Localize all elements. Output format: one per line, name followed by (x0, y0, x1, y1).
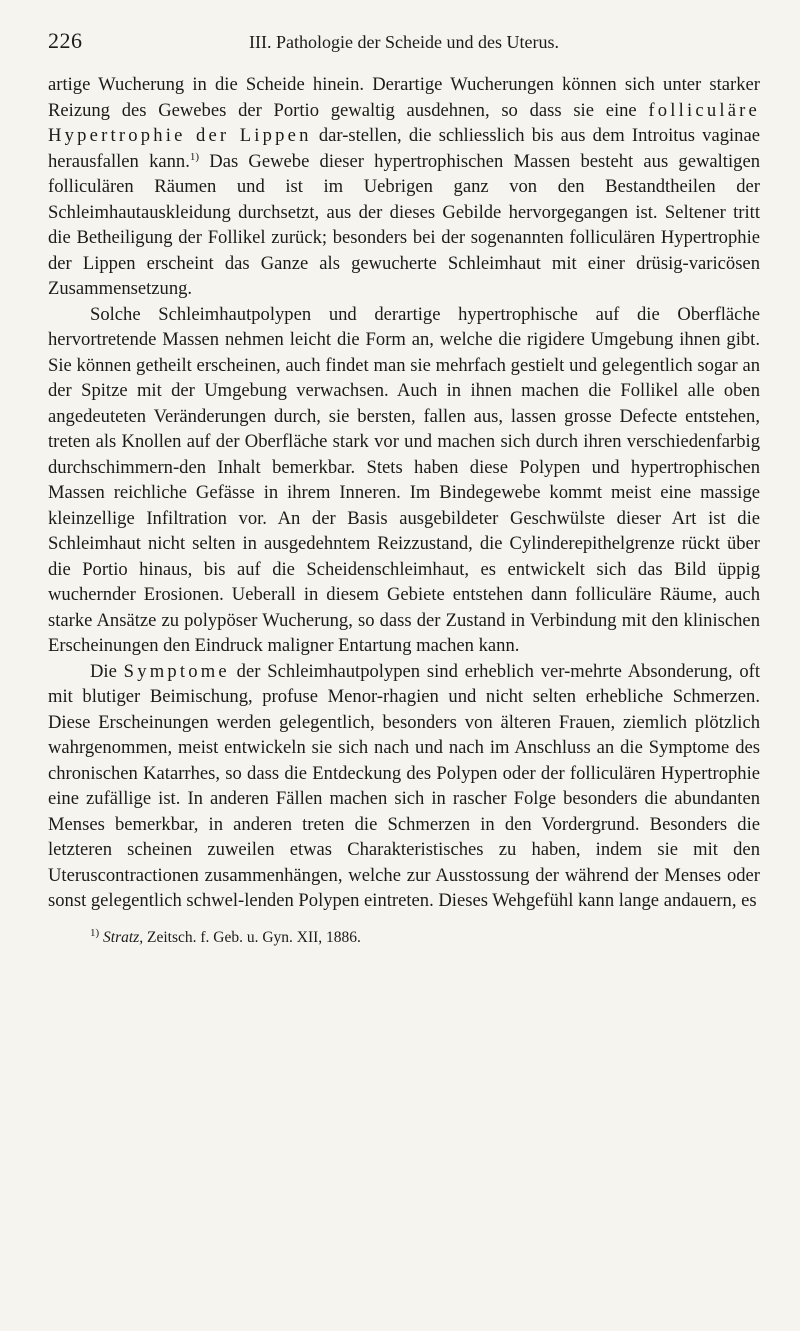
paragraph-1 (48, 72, 760, 302)
paragraph-text: artige Wucherung in die Scheide hinein. Derartige Wucherungen können sich unter starker Reizung des Gewebes der Portio gewaltig ausdehnen, so dass sie eine (48, 74, 760, 121)
running-head (48, 28, 760, 62)
emphasized-term: folliculäre Hypertrophie der Lippen (48, 99, 760, 146)
footnote-reference[interactable]: 1) (189, 150, 200, 163)
page-number: 226 (48, 28, 83, 53)
paragraph-2: Solche Schleimhautpolypen und derartige hypertrophische auf die Oberfläche hervortretende Massen nehmen leicht die Form an, welche die rigidere Umgebung ihnen gibt. Sie können getheilt erscheinen, auch findet man sie mehrfach gestielt und gelegentlich sogar an der Spitze mit der Umgebung verwachsen. Auch in ihnen machen die Follikel alle oben angedeuteten Veränderungen durch, sie bersten, fallen aus, lassen grosse Defecte entstehen, treten als Knollen auf der Oberfläche stark vor und machen sich durch ihren verschiedenfarbig durchschimmern-den Inhalt bemerkbar. Stets haben diese Polypen und hypertrophischen Massen reichliche Gefässe in ihrem Inneren. Im Bindegewebe kommt meist eine massige kleinzellige Infiltration vor. An der Basis ausgebildeter Geschwülste dieser Art ist die Schleimhaut nicht selten in ausgedehntem Reizzustand, die Cylinderepithelgrenze rückt über die Portio hinaus, bis auf die Scheidenschleimhaut, es entwickelt sich das Bild üppig wuchernder Erosionen. Ueberall in diesem Gebiete entstehen dann folliculäre Räume, auch starke Ansätze zu polypöser Wucherung, so dass der Zustand in Verbindung mit den klinischen Erscheinungen den Eindruck maligner Entartung machen kann. (48, 303, 760, 656)
footnote-citation: Zeitsch. f. Geb. u. Gyn. XII, 1886. (146, 928, 361, 946)
footnote-marker: 1) (90, 926, 100, 939)
paragraph-text: dar-stellen, die schliesslich bis aus dem Introitus vaginae herausfallen kann. (48, 125, 760, 172)
paragraph-3 (48, 659, 760, 914)
paragraph-text: Das Gewebe dieser hypertrophischen Massen besteht aus gewaltigen folliculären Räumen und ist im Uebrigen ganz von den Bestandtheilen der Schleimhautauskleidung durchsetzt, aus der dieses Gebilde hervorgegangen ist. Seltener tritt die Betheiligung der Follikel zurück; besonders bei der sogenannten folliculären Hypertrophie der Lippen erscheint das Ganze als gewucherte Schleimhaut mit einer drüsig-varicösen Zusammensetzung. (48, 150, 760, 299)
paragraph-text: der Schleimhautpolypen sind erheblich ver-mehrte Absonderung, oft mit blutiger Beimischung, profuse Menor-rhagien und nicht selten erhebliche Schmerzen. Diese Erscheinungen werden gelegentlich, besonders von älteren Frauen, ziemlich plötzlich wahrgenommen, meist entwickeln sie sich nach und nach im Anschluss an die Symptome des chronischen Katarrhes, so dass die Entdeckung des Polypen oder der folliculären Hypertrophie eine zufällige ist. In anderen Fällen machen sich in rascher Folge besonders die abundanten Menses bemerkbar, in anderen treten die Schmerzen in den Vordergrund. Besonders die letzteren scheinen zuweilen etwas Charakteristisches zu haben, indem sie mit den Uteruscontractionen zusammenhängen, welche zur Ausstossung der während der Menses oder sonst gelegentlich schwel-lenden Polypen eintreten. Dieses Wehgefühl kann lange andauern, es (48, 660, 760, 911)
chapter-title: III. Pathologie der Scheide und des Uterus. (249, 32, 559, 52)
book-page (48, 28, 760, 1318)
footnote-author: Stratz, (103, 928, 144, 946)
emphasized-term: Symptome (123, 660, 230, 682)
footnote (48, 928, 760, 948)
paragraph-text: Die (90, 660, 124, 682)
body-text (48, 72, 760, 914)
